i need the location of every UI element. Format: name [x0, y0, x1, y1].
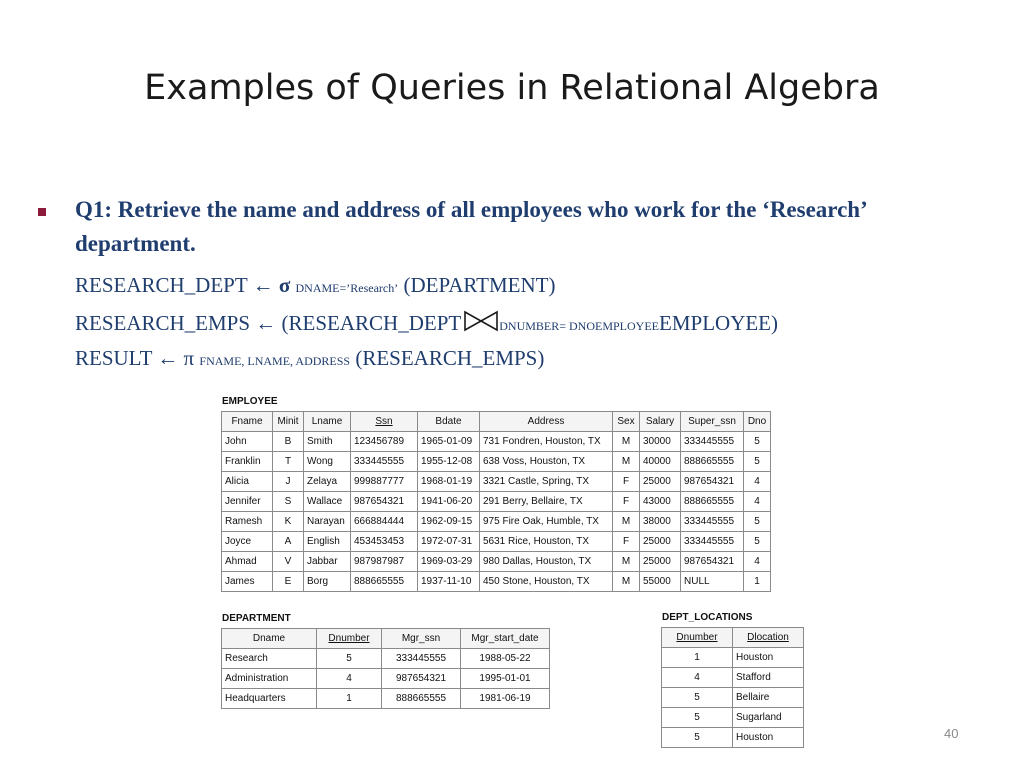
expr2-lhs: RESEARCH_EMPS	[75, 311, 251, 335]
table-cell: 1972-07-31	[418, 532, 480, 552]
expr3-argument: (RESEARCH_EMPS)	[355, 346, 545, 370]
sigma-symbol: σ	[278, 273, 291, 297]
table-cell: Wong	[304, 452, 351, 472]
table-cell: 43000	[640, 492, 681, 512]
table-cell: 888665555	[681, 492, 744, 512]
expr3-lhs: RESULT	[75, 346, 153, 370]
join-bowtie-icon	[463, 310, 499, 332]
table-cell: E	[273, 572, 304, 592]
table-cell: 450 Stone, Houston, TX	[480, 572, 613, 592]
table-cell: 1	[662, 648, 733, 668]
expr1-condition: DNAME=’Research’	[295, 281, 399, 295]
table-cell: 1988-05-22	[461, 649, 550, 669]
table-cell: 5631 Rice, Houston, TX	[480, 532, 613, 552]
query-question: Q1: Retrieve the name and address of all employees who work for the ‘Research’ department.	[75, 197, 867, 256]
table-row	[222, 649, 550, 669]
table-cell: 987654321	[351, 492, 418, 512]
pi-symbol: π	[183, 346, 195, 370]
table-cell: 888665555	[681, 452, 744, 472]
table-cell: 1941-06-20	[418, 492, 480, 512]
table-cell: 3321 Castle, Spring, TX	[480, 472, 613, 492]
table-cell: A	[273, 532, 304, 552]
column-header: Mgr_ssn	[382, 629, 461, 649]
table-cell: Ahmad	[222, 552, 273, 572]
table-cell: Sugarland	[733, 708, 804, 728]
column-header: Lname	[304, 412, 351, 432]
table-cell: 1995-01-01	[461, 669, 550, 689]
table-cell: B	[273, 432, 304, 452]
table-row	[662, 648, 804, 668]
column-header: Minit	[273, 412, 304, 432]
table-cell: S	[273, 492, 304, 512]
table-cell: 987654321	[681, 472, 744, 492]
department-header-row	[222, 629, 550, 649]
table-row	[222, 452, 771, 472]
table-cell: V	[273, 552, 304, 572]
table-cell: 123456789	[351, 432, 418, 452]
expr2-join-condition: DNUMBER= DNOEMPLOYEE	[499, 319, 660, 333]
table-cell: 1965-01-09	[418, 432, 480, 452]
table-cell: 4	[744, 552, 771, 572]
table-cell: Houston	[733, 648, 804, 668]
table-cell: 453453453	[351, 532, 418, 552]
table-cell: Borg	[304, 572, 351, 592]
table-cell: 291 Berry, Bellaire, TX	[480, 492, 613, 512]
table-cell: 5	[744, 452, 771, 472]
table-cell: Narayan	[304, 512, 351, 532]
column-header: Salary	[640, 412, 681, 432]
dept-locations-caption: DEPT_LOCATIONS	[662, 612, 753, 623]
table-row	[662, 728, 804, 748]
table-cell: K	[273, 512, 304, 532]
column-header-key: Dlocation	[733, 628, 804, 648]
expression-join	[75, 310, 778, 336]
table-cell: 55000	[640, 572, 681, 592]
table-cell: Smith	[304, 432, 351, 452]
bullet-marker	[38, 208, 46, 216]
table-cell: 888665555	[382, 689, 461, 709]
table-row	[222, 669, 550, 689]
page-number: 40	[944, 726, 959, 741]
column-header-key: Dnumber	[662, 628, 733, 648]
table-row	[222, 552, 771, 572]
table-cell: 333445555	[382, 649, 461, 669]
dept-locations-header-row	[662, 628, 804, 648]
slide-title: Examples of Queries in Relational Algebra	[144, 68, 880, 108]
table-cell: T	[273, 452, 304, 472]
table-cell: M	[613, 552, 640, 572]
assign-arrow-icon: ←	[157, 346, 179, 370]
table-cell: 5	[662, 688, 733, 708]
table-cell: 1	[317, 689, 382, 709]
table-cell: Alicia	[222, 472, 273, 492]
table-cell: 5	[744, 512, 771, 532]
table-cell: Jennifer	[222, 492, 273, 512]
table-cell: F	[613, 472, 640, 492]
table-cell: Research	[222, 649, 317, 669]
table-cell: Ramesh	[222, 512, 273, 532]
table-cell: 4	[662, 668, 733, 688]
table-cell: Franklin	[222, 452, 273, 472]
table-cell: 4	[744, 472, 771, 492]
table-cell: M	[613, 512, 640, 532]
column-header: Fname	[222, 412, 273, 432]
employee-caption: EMPLOYEE	[222, 396, 278, 407]
table-cell: 1969-03-29	[418, 552, 480, 572]
table-cell: M	[613, 432, 640, 452]
column-header-key: Ssn	[351, 412, 418, 432]
table-cell: Bellaire	[733, 688, 804, 708]
table-row	[662, 688, 804, 708]
table-cell: 1937-11-10	[418, 572, 480, 592]
table-row	[222, 532, 771, 552]
table-cell: 5	[744, 432, 771, 452]
table-cell: 987987987	[351, 552, 418, 572]
table-cell: F	[613, 532, 640, 552]
column-header: Bdate	[418, 412, 480, 432]
department-table	[221, 628, 550, 709]
employee-header-row	[222, 412, 771, 432]
table-cell: 1	[744, 572, 771, 592]
expr3-attributes: FNAME, LNAME, ADDRESS	[199, 354, 351, 368]
table-cell: 980 Dallas, Houston, TX	[480, 552, 613, 572]
column-header-key: Dnumber	[317, 629, 382, 649]
table-row	[222, 689, 550, 709]
table-cell: 888665555	[351, 572, 418, 592]
table-cell: 987654321	[681, 552, 744, 572]
expression-select	[75, 273, 555, 298]
table-row	[662, 708, 804, 728]
assign-arrow-icon: ←	[255, 311, 277, 335]
expr1-argument: (DEPARTMENT)	[403, 273, 556, 297]
table-cell: Joyce	[222, 532, 273, 552]
table-cell: F	[613, 492, 640, 512]
table-cell: 5	[317, 649, 382, 669]
table-cell: 25000	[640, 552, 681, 572]
table-cell: Wallace	[304, 492, 351, 512]
table-cell: 38000	[640, 512, 681, 532]
table-row	[222, 472, 771, 492]
table-cell: 638 Voss, Houston, TX	[480, 452, 613, 472]
table-cell: 999887777	[351, 472, 418, 492]
table-cell: Headquarters	[222, 689, 317, 709]
table-cell: 333445555	[681, 432, 744, 452]
table-cell: English	[304, 532, 351, 552]
column-header: Sex	[613, 412, 640, 432]
table-cell: 1981-06-19	[461, 689, 550, 709]
table-row	[662, 668, 804, 688]
table-cell: 1955-12-08	[418, 452, 480, 472]
column-header: Super_ssn	[681, 412, 744, 432]
column-header: Dno	[744, 412, 771, 432]
expr1-lhs: RESEARCH_DEPT	[75, 273, 248, 297]
table-row	[222, 432, 771, 452]
table-cell: 975 Fire Oak, Humble, TX	[480, 512, 613, 532]
table-row	[222, 572, 771, 592]
expression-project	[75, 346, 544, 371]
table-cell: M	[613, 572, 640, 592]
table-cell: Zelaya	[304, 472, 351, 492]
table-cell: James	[222, 572, 273, 592]
table-cell: 25000	[640, 532, 681, 552]
table-cell: 5	[662, 728, 733, 748]
table-cell: 666884444	[351, 512, 418, 532]
table-cell: 4	[744, 492, 771, 512]
table-cell: 40000	[640, 452, 681, 472]
table-cell: 333445555	[681, 512, 744, 532]
expr2-argument-1: (RESEARCH_DEPT	[281, 311, 462, 335]
table-cell: M	[613, 452, 640, 472]
column-header: Dname	[222, 629, 317, 649]
table-cell: NULL	[681, 572, 744, 592]
table-cell: 731 Fondren, Houston, TX	[480, 432, 613, 452]
table-cell: 1968-01-19	[418, 472, 480, 492]
table-cell: 1962-09-15	[418, 512, 480, 532]
department-caption: DEPARTMENT	[222, 613, 291, 624]
table-cell: Houston	[733, 728, 804, 748]
table-cell: 5	[744, 532, 771, 552]
table-cell: Administration	[222, 669, 317, 689]
table-row	[222, 492, 771, 512]
table-cell: 987654321	[382, 669, 461, 689]
table-cell: John	[222, 432, 273, 452]
column-header: Mgr_start_date	[461, 629, 550, 649]
employee-table	[221, 411, 771, 592]
table-row	[222, 512, 771, 532]
table-cell: 333445555	[681, 532, 744, 552]
table-cell: Jabbar	[304, 552, 351, 572]
table-cell: Stafford	[733, 668, 804, 688]
column-header: Address	[480, 412, 613, 432]
expr2-argument-2: EMPLOYEE)	[659, 311, 779, 335]
dept-locations-table	[661, 627, 804, 748]
table-cell: 25000	[640, 472, 681, 492]
table-cell: J	[273, 472, 304, 492]
table-cell: 30000	[640, 432, 681, 452]
table-cell: 333445555	[351, 452, 418, 472]
table-cell: 4	[317, 669, 382, 689]
table-cell: 5	[662, 708, 733, 728]
assign-arrow-icon: ←	[252, 273, 274, 297]
